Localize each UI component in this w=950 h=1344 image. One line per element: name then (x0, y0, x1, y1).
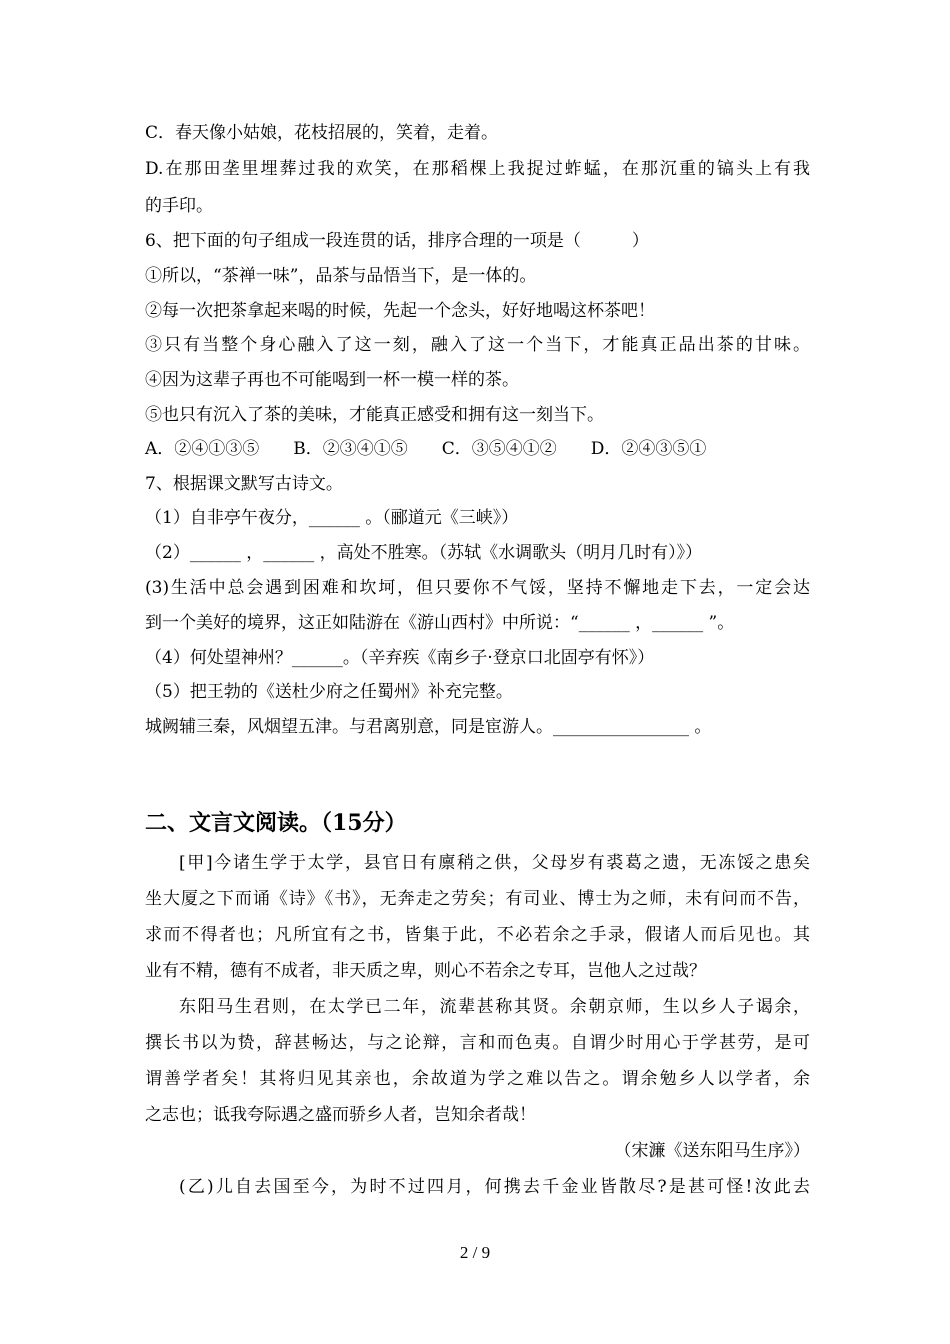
passage-line-2: 坐大厦之下而诵《诗》《书》，无奔走之劳矣；有司业、博士为之师，未有问而不告， (145, 889, 810, 909)
page-number: 2 / 9 (459, 1243, 491, 1262)
sentence-5: ⑤也只有沉入了茶的美味，才能真正感受和拥有这一刻当下。 (145, 405, 604, 425)
fill-blank-5: （5）把王勃的《送杜少府之任蜀州》补充完整。 (145, 682, 513, 702)
fill-blank-3-cont: 到一个美好的境界，这正如陆游在《游山西村》中所说：“______ ，______ ”。 (145, 613, 735, 633)
passage-line-6: 撰长书以为贽，辞甚畅达，与之论辩，言和而色夷。自谓少时用心于学甚劳，是可 (145, 1033, 810, 1053)
sentence-2: ②每一次把茶拿起来喝的时候，先起一个念头，好好地喝这杯茶吧！ (145, 301, 655, 321)
question-text-d-cont: 的手印。 (145, 196, 213, 216)
sentence-4: ④因为这辈子再也不可能喝到一杯一模一样的茶。 (145, 370, 519, 390)
sentence-3: ③只有当整个身心融入了这一刻，融入了这一个当下，才能真正品出茶的甘味。 (145, 335, 810, 355)
passage-line-5: 东阳马生君则，在太学已二年，流辈甚称其贤。余朝京师，生以乡人子谒余， (179, 997, 810, 1017)
passage-line-7: 谓善学者矣！其将归见其亲也，余故道为学之难以告之。谓余勉乡人以学者，余 (145, 1069, 810, 1089)
passage-yi-line-1: (乙)儿自去国至今，为时不过四月，何携去千金业皆散尽?是甚可怪!汝此去 (179, 1177, 810, 1197)
question-7-prompt: 7、根据课文默写古诗文。 (145, 474, 343, 494)
question-text-c: C．春天像小姑娘，花枝招展的，笑着，走着。 (145, 123, 499, 143)
question-text-d: D.在那田垄里埋葬过我的欢笑，在那稻棵上我捉过蚱蜢，在那沉重的镐头上有我 (145, 159, 810, 179)
passage-source: （宋濂《送东阳马生序》） (614, 1141, 810, 1161)
section-heading: 二、文言文阅读。（15分） (145, 810, 407, 836)
fill-blank-5-poem: 城阙辅三秦，风烟望五津。与君离别意，同是宦游人。________________ 。 (145, 717, 712, 737)
answer-options: A．②④①③⑤ B．②③④①⑤ C．③⑤④①② D．②④③⑤① (145, 439, 707, 459)
fill-blank-2: （2）______ ，______ ，高处不胜寒。（苏轼《水调歌头（明月几时有）》） (145, 543, 703, 563)
passage-line-8: 之志也；诋我夸际遇之盛而骄乡人者，岂知余者哉！ (145, 1105, 536, 1125)
passage-line-3: 求而不得者也；凡所宜有之书，皆集于此，不必若余之手录，假诸人而后见也。其 (145, 925, 810, 945)
passage-line-4: 业有不精，德有不成者，非天质之卑，则心不若余之专耳，岂他人之过哉？ (145, 961, 706, 981)
fill-blank-1: （1）自非亭午夜分，______ 。（郦道元《三峡》） (145, 508, 519, 528)
fill-blank-3: (3)生活中总会遇到困难和坎坷，但只要你不气馁，坚持不懈地走下去，一定会达 (145, 578, 810, 598)
question-6-prompt: 6、把下面的句子组成一段连贯的话，排序合理的一项是（ ） (145, 231, 649, 251)
passage-line-1: [甲]今诸生学于太学，县官日有廪稍之供，父母岁有裘葛之遗，无冻馁之患矣 (179, 853, 810, 873)
fill-blank-4: （4）何处望神州？______。（辛弃疾《南乡子·登京口北固亭有怀》） (145, 648, 655, 668)
sentence-1: ①所以，“茶禅一味”，品茶与品悟当下，是一体的。 (145, 266, 537, 286)
